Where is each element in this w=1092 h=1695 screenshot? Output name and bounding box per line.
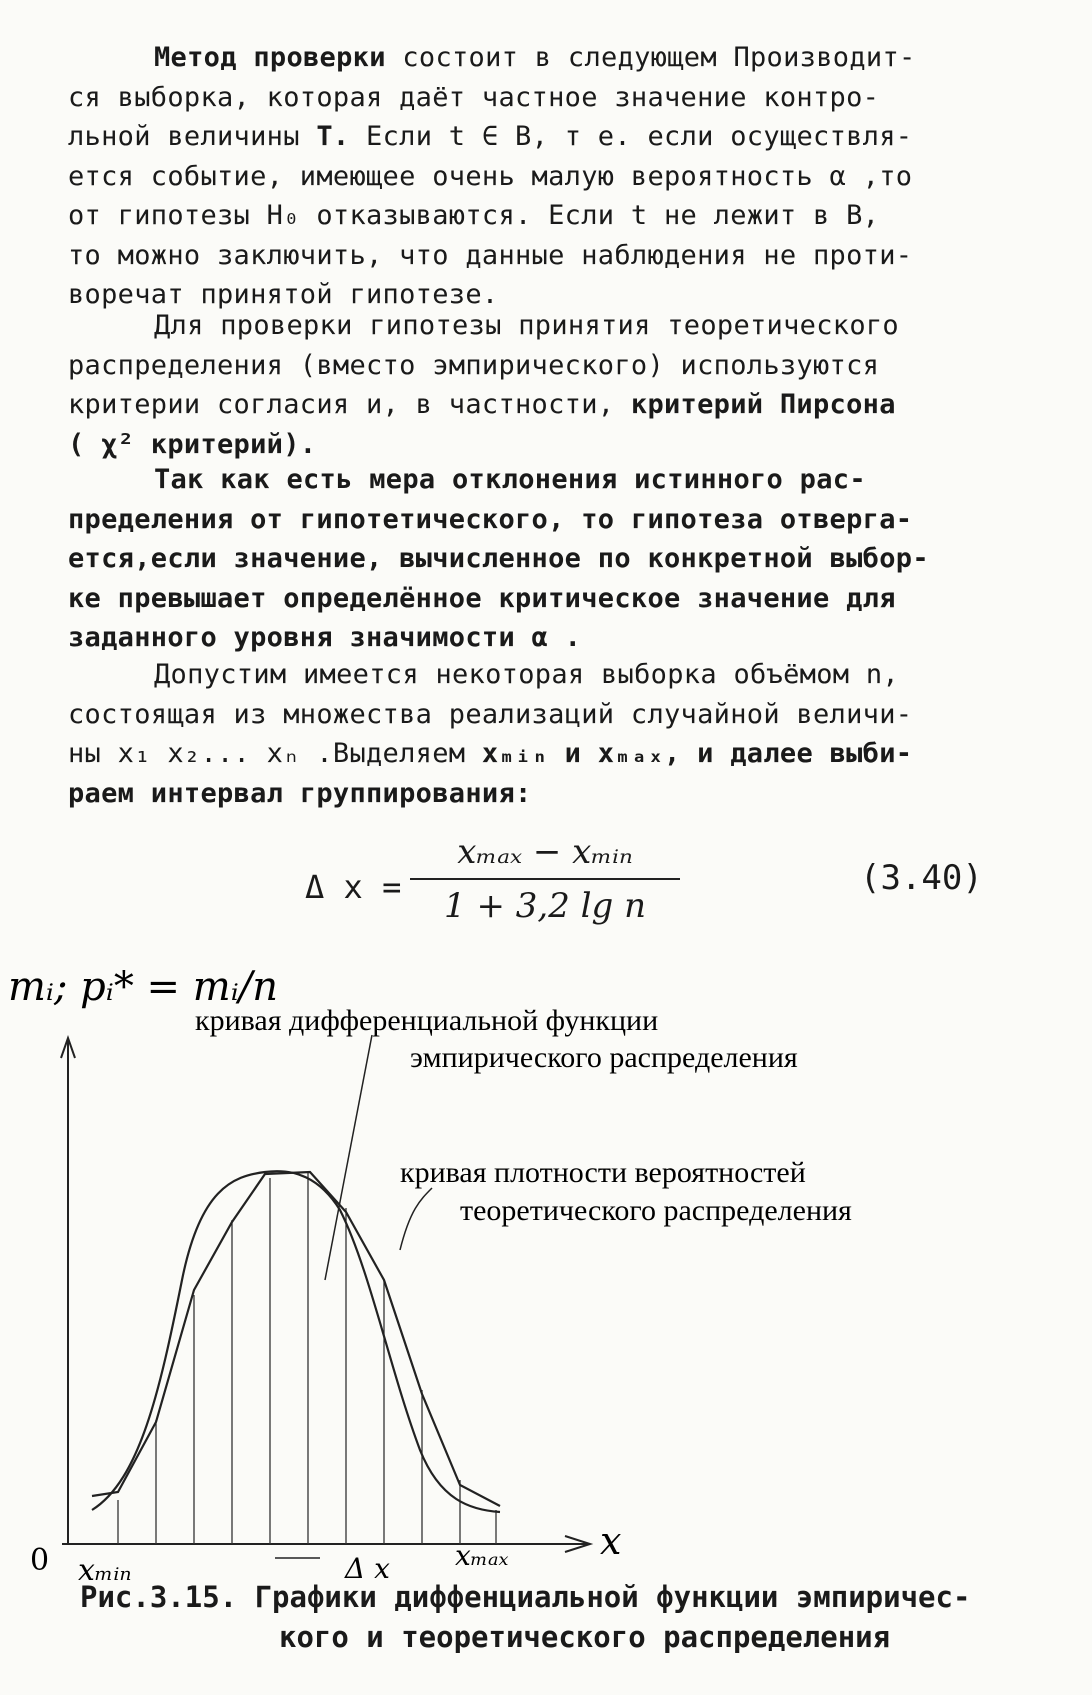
text-line xyxy=(68,385,1028,425)
tick-dx: Δ x xyxy=(345,1552,390,1580)
text-line: ется,если значение, вычисленное по конкретной выбор- xyxy=(68,543,929,574)
text-line: то можно заключить, что данные наблюдения не проти- xyxy=(68,239,913,271)
text-line: ке превышает определённое критическое значение для xyxy=(68,582,896,614)
text-fragment: критерии согласия и, в частности, xyxy=(68,389,615,420)
origin-label: 0 xyxy=(30,1543,50,1578)
label-empirical-line2: эмпирического распределения xyxy=(410,1041,798,1074)
label-theoretical-line1: кривая плотности вероятностей xyxy=(400,1156,806,1189)
text-line xyxy=(68,734,1028,774)
formula-fraction xyxy=(410,830,680,928)
figure-caption: Рис.3.15. Графики диффенциальной функции эмпиричес- xyxy=(80,1580,971,1614)
text-line: воречат принятой гипотезе. xyxy=(68,279,499,310)
text-line: распределения (вместо эмпирического) используются xyxy=(68,349,880,381)
text-line: раем интервал группирования: xyxy=(68,777,532,809)
text-line: от гипотезы H₀ отказываются. Если t не лежит в B, xyxy=(68,200,880,231)
y-axis-label: mᵢ; pᵢ* = mᵢ/n xyxy=(8,964,278,1010)
formula-lhs: Δ x = xyxy=(305,868,402,906)
text-fragment: Если t ∈ B, т е. если осуществля- xyxy=(349,121,913,152)
bold-term: Метод проверки xyxy=(154,42,386,73)
paragraph-criteria xyxy=(68,306,1028,464)
text-line xyxy=(68,117,1028,157)
theoretical-curve xyxy=(92,1171,500,1512)
text-fragment: состоит в следующем Производит- xyxy=(385,42,916,73)
bold-term: критерий Пирсона xyxy=(614,389,896,420)
tick-xmax: xₘₐₓ xyxy=(455,1539,509,1572)
figure-caption-line2: кого и теоретического распределения xyxy=(279,1620,891,1654)
paragraph-method xyxy=(68,38,1028,315)
formula-number: (3.40) xyxy=(860,858,983,898)
text-line: ся выборка, которая даёт частное значение контро- xyxy=(68,81,880,113)
label-empirical-line1: кривая дифференциальной функции xyxy=(195,1004,659,1037)
text-line: Допустим имеется некоторая выборка объёмом n, xyxy=(154,659,899,690)
formula-numerator: xₘₐₓ − xₘᵢₙ xyxy=(457,832,633,872)
bold-term: Т. xyxy=(316,121,350,152)
paragraph-sample xyxy=(68,655,1028,813)
text-line: состоящая из множества реализаций случайной величи- xyxy=(68,698,913,730)
text-fragment: льной величины xyxy=(68,121,317,152)
text-line: Так как есть мера отклонения истинного рас- xyxy=(154,464,866,495)
text-line: пределения от гипотетического, то гипотеза отверга- xyxy=(68,503,913,535)
paragraph-deviation xyxy=(68,460,1028,658)
label-theoretical-line2: теоретического распределения xyxy=(460,1194,852,1227)
text-line: ( χ² критерий). xyxy=(68,428,317,460)
text-line: заданного уровня значимости α . xyxy=(68,622,582,653)
pointer-theoretical xyxy=(400,1188,432,1250)
figure-graph xyxy=(0,950,1092,1580)
text-line xyxy=(68,38,1028,78)
text-line: ется событие, имеющее очень малую вероятность α ,то xyxy=(68,160,913,192)
pointer-empirical xyxy=(325,1035,372,1280)
fraction-bar xyxy=(410,878,680,880)
text-fragment: ны x₁ x₂... xₙ .Выделяем xyxy=(68,738,466,769)
text-line: Для проверки гипотезы принятия теоретического xyxy=(154,310,899,341)
empirical-curve xyxy=(92,1172,500,1506)
tick-xmin: xₘᵢₙ xyxy=(78,1553,132,1580)
x-axis-label: x xyxy=(600,1519,622,1563)
bold-term: xₘᵢₙ и xₘₐₓ, и далее выби- xyxy=(465,738,913,769)
formula-denominator: 1 + 3,2 lg n xyxy=(444,886,646,926)
